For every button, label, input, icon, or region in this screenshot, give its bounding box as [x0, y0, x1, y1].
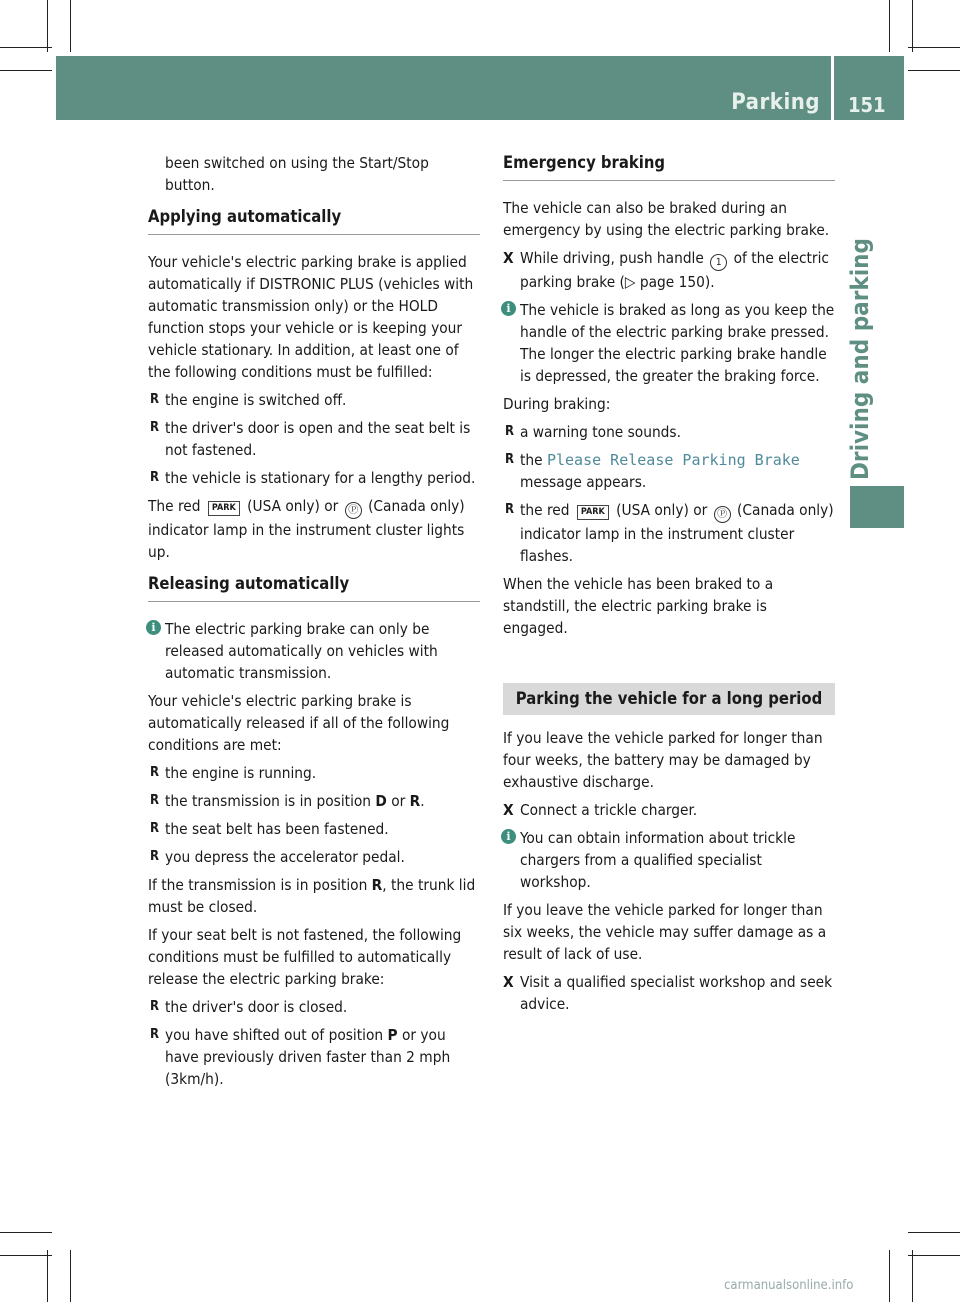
watermark: carmanualsonline.info — [724, 1278, 854, 1293]
text: (USA only) or — [616, 501, 708, 519]
side-section-label: Driving and parking — [846, 238, 874, 480]
instruction-step — [503, 971, 835, 1015]
crop-mark — [908, 70, 960, 71]
section-heading: Emergency braking — [503, 152, 835, 181]
list-item: R the driver's door is open and the seat belt is not fastened. — [148, 417, 480, 461]
list-item: R the driver's door is closed. — [148, 996, 480, 1018]
callout-number: 1 — [710, 254, 727, 271]
paragraph: If your seat belt is not fastened, the following conditions must be fulfilled to automatically release the electric parking brake: — [148, 926, 462, 988]
text: , the trunk lid must be closed. — [148, 876, 476, 916]
paragraph — [148, 874, 480, 918]
parking-brake-lamp-icon: Ⓟ — [345, 502, 362, 519]
list-item — [503, 499, 835, 567]
info-icon: i — [146, 620, 161, 635]
text: If the transmission is in position — [148, 876, 368, 894]
gear-position: R — [409, 792, 421, 810]
text: (USA only) or — [247, 497, 339, 515]
text: Visit a qualified specialist workshop and seek advice. — [520, 973, 833, 1013]
step-marker-icon: X — [503, 973, 514, 991]
info-note — [503, 827, 835, 893]
list-item: R the engine is switched off. — [148, 389, 480, 411]
info-icon: i — [501, 301, 516, 316]
section-heading: Applying automatically — [148, 206, 480, 235]
crop-mark — [912, 0, 913, 52]
text: you have shifted out of position — [165, 1026, 384, 1044]
crop-mark — [0, 1255, 52, 1256]
right-column — [503, 152, 835, 1021]
list-item: R a warning tone sounds. — [503, 421, 835, 443]
crop-mark — [889, 1250, 890, 1302]
paragraph: If you leave the vehicle parked for longer than four weeks, the battery may be damaged by exhaustive discharge. — [503, 729, 823, 791]
info-note — [503, 299, 835, 387]
list-item: R you depress the accelerator pedal. — [148, 846, 480, 868]
text: the transmission is in position — [165, 792, 372, 810]
text: or you have previously driven faster than 2 mph (3km/h). — [165, 1026, 451, 1088]
info-icon: i — [501, 829, 516, 844]
park-lamp-icon: PARK — [208, 501, 240, 516]
gear-position: P — [387, 1026, 398, 1044]
list-item: R the seat belt has been fastened. — [148, 818, 480, 840]
instruction-step — [503, 247, 835, 293]
text: (Canada only) indicator lamp in the instrument cluster flashes. — [520, 501, 834, 565]
page-number: 151 — [848, 93, 886, 117]
step-marker-icon: X — [503, 249, 514, 267]
gear-position: D — [375, 792, 387, 810]
text: The red — [148, 497, 201, 515]
paragraph: Your vehicle's electric parking brake is applied automatically if DISTRONIC PLUS (vehicles with automatic transmission only) or the HOLD function stops your vehicle or is keeping your vehicle stationary. In addition, at least one of the following conditions must be fulfilled: — [148, 253, 474, 381]
text: or — [391, 792, 406, 810]
header-bar — [56, 56, 831, 120]
parking-brake-lamp-icon: Ⓟ — [714, 506, 731, 523]
list-item: R the vehicle is stationary for a lengthy period. — [148, 467, 480, 489]
paragraph: The vehicle can also be braked during an emergency by using the electric parking brake. — [503, 199, 830, 239]
crop-mark — [47, 0, 48, 52]
park-lamp-icon: PARK — [577, 505, 609, 520]
crop-mark — [47, 1250, 48, 1302]
instruction-step — [503, 799, 835, 821]
text: of the electric parking brake ( — [520, 249, 829, 291]
paragraph — [148, 495, 480, 563]
section-heading: Releasing automatically — [148, 573, 480, 602]
page-title: Parking — [731, 90, 820, 115]
crop-mark — [908, 47, 960, 48]
text: Connect a trickle charger. — [520, 801, 698, 819]
display-message: Please Release Parking Brake — [546, 451, 800, 469]
paragraph: During braking: — [503, 395, 611, 413]
list-item — [503, 449, 835, 493]
paragraph: If you leave the vehicle parked for longer than six weeks, the vehicle may suffer damage as a result of lack of use. — [503, 901, 827, 963]
section-heading: Parking the vehicle for a long period — [503, 683, 835, 715]
info-note — [148, 618, 480, 684]
list-item: R the transmission is in position D or R. — [148, 790, 480, 812]
crop-mark — [912, 1250, 913, 1302]
text: While driving, push handle — [520, 249, 704, 267]
crop-mark — [889, 0, 890, 52]
text: the red — [520, 501, 570, 519]
crop-mark — [0, 1232, 52, 1233]
left-column — [148, 152, 480, 1096]
page-ref-arrow-icon: ▷ — [624, 273, 636, 291]
step-marker-icon: X — [503, 801, 514, 819]
crop-mark — [0, 47, 52, 48]
page-reference: page 150). — [635, 273, 715, 291]
info-text: The electric parking brake can only be released automatically on vehicles with automatic transmission. — [165, 620, 438, 682]
side-tab-block — [850, 486, 904, 528]
info-text: You can obtain information about trickle chargers from a qualified specialist workshop. — [520, 829, 796, 891]
list-item — [148, 1024, 480, 1090]
crop-mark — [70, 0, 71, 52]
paragraph: When the vehicle has been braked to a standstill, the electric parking brake is engaged. — [503, 575, 774, 637]
text: message appears. — [520, 473, 647, 491]
list-item: R the engine is running. — [148, 762, 480, 784]
gear-position: R — [371, 876, 383, 894]
paragraph: Your vehicle's electric parking brake is automatically released if all of the following conditions are met: — [148, 692, 450, 754]
crop-mark — [908, 1232, 960, 1233]
crop-mark — [908, 1255, 960, 1256]
text: the — [520, 451, 543, 469]
info-text: The vehicle is braked as long as you keep the handle of the electric parking brake pressed. The longer the electric parking brake handle is depressed, the greater the braking force. — [520, 301, 835, 385]
text: (Canada only) indicator lamp in the instrument cluster lights up. — [148, 497, 465, 561]
intro-text: been switched on using the Start/Stop button. — [165, 154, 429, 194]
crop-mark — [0, 70, 52, 71]
crop-mark — [70, 1250, 71, 1302]
